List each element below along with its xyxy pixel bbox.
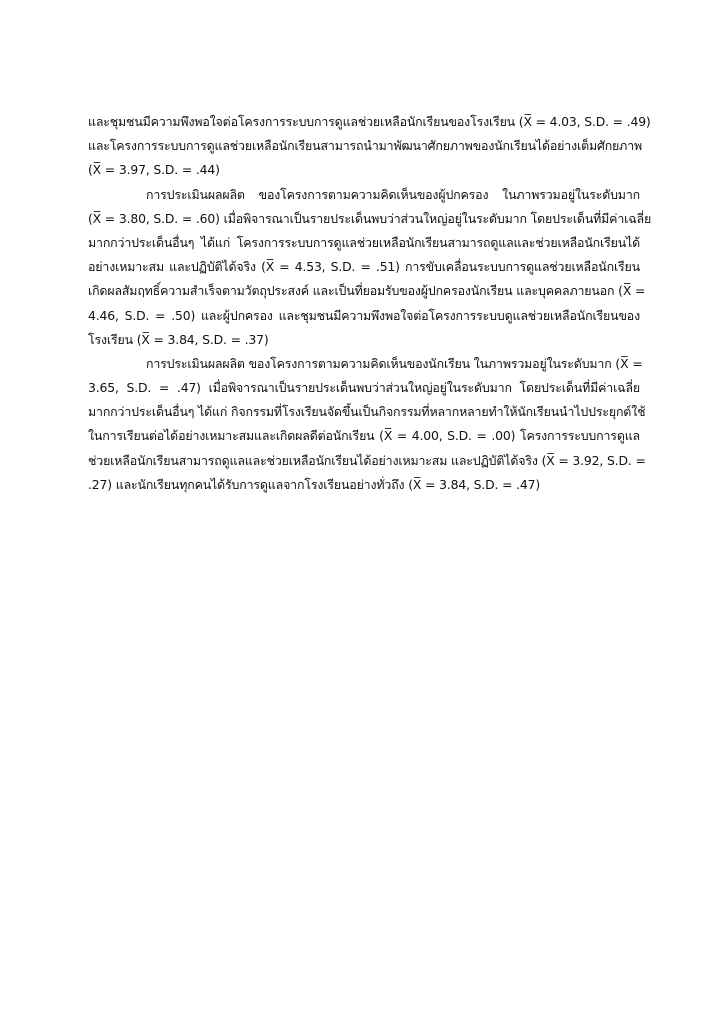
text-line: ในการเรียนต่อได้อย่างเหมาะสมและเกิดผลดีต่อนักเรียน (X̅ = 4.00, S.D. = .00) โครงการระบบการดูแล (88, 428, 640, 444)
text-line: และโครงการระบบการดูแลช่วยเหลือนักเรียนสามารถนำมาพัฒนาศักยภาพของนักเรียนได้อย่างเต็มศักยภาพ (88, 138, 643, 154)
text-line: 3.65, S.D. = .47) เมื่อพิจารณาเป็นรายประเด็นพบว่าส่วนใหญ่อยู่ในระดับมาก โดยประเด็นที่มีค่าเฉลี่ย (88, 380, 640, 396)
text-line: โรงเรียน (X̅ = 3.84, S.D. = .37) (88, 331, 269, 347)
text-line: เกิดผลสัมฤทธิ์ความสำเร็จตามวัตถุประสงค์ และเป็นที่ยอมรับของผู้ปกครองนักเรียน และบุคคลภายนอก (X̅ = (88, 283, 646, 299)
text-line: และชุมชนมีความพึงพอใจต่อโครงการระบบการดูแลช่วยเหลือนักเรียนของโรงเรียน (X̅ = 4.03, S.D. = .49) (88, 114, 651, 129)
text-line: .27) และนักเรียนทุกคนได้รับการดูแลจากโรงเรียนอย่างทั่วถึง (X̅ = 3.84, S.D. = .47) (88, 476, 541, 492)
text-line: (X̅ = 3.80, S.D. = .60) เมื่อพิจารณาเป็นรายประเด็นพบว่าส่วนใหญ่อยู่ในระดับมาก โดยประเด็นที่มีค่าเฉลี่ย (88, 210, 652, 226)
text-line: ช่วยเหลือนักเรียนสามารถดูแลและช่วยเหลือนักเรียนได้อย่างเหมาะสม และปฏิบัติได้จริง (X̅ = 3.92, S.D. = (88, 452, 646, 468)
body-text (88, 110, 652, 497)
text-line: 4.46, S.D. = .50) และผู้ปกครอง และชุมชนมีความพึงพอใจต่อโครงการระบบดูแลช่วยเหลือนักเรียนของ (88, 307, 640, 323)
text-line: (X̅ = 3.97, S.D. = .44) (88, 162, 220, 178)
text-line: อย่างเหมาะสม และปฏิบัติได้จริง (X̅ = 4.53, S.D. = .51) การขับเคลื่อนระบบการดูแลช่วยเหลือนักเรียน (88, 259, 640, 275)
text-line: มากกว่าประเด็นอื่นๆ ได้แก่ โครงการระบบการดูแลช่วยเหลือนักเรียนสามารถดูแลและช่วยเหลือนักเรียนได้ (88, 234, 640, 250)
paragraph-first-line: การประเมินผลผลิต ของโครงการตามความคิดเห็นของผู้ปกครอง ในภาพรวมอยู่ในระดับมาก (146, 186, 640, 202)
paragraph-first-line: การประเมินผลผลิต ของโครงการตามความคิดเห็นของนักเรียน ในภาพรวมอยู่ในระดับมาก (X̅ = (146, 355, 643, 371)
text-line: มากกว่าประเด็นอื่นๆ ได้แก่ กิจกรรมที่โรงเรียนจัดขึ้นเป็นกิจกรรมที่หลากหลายทำให้นักเรียนนำไปประยุกต์ใช้ (88, 404, 646, 420)
